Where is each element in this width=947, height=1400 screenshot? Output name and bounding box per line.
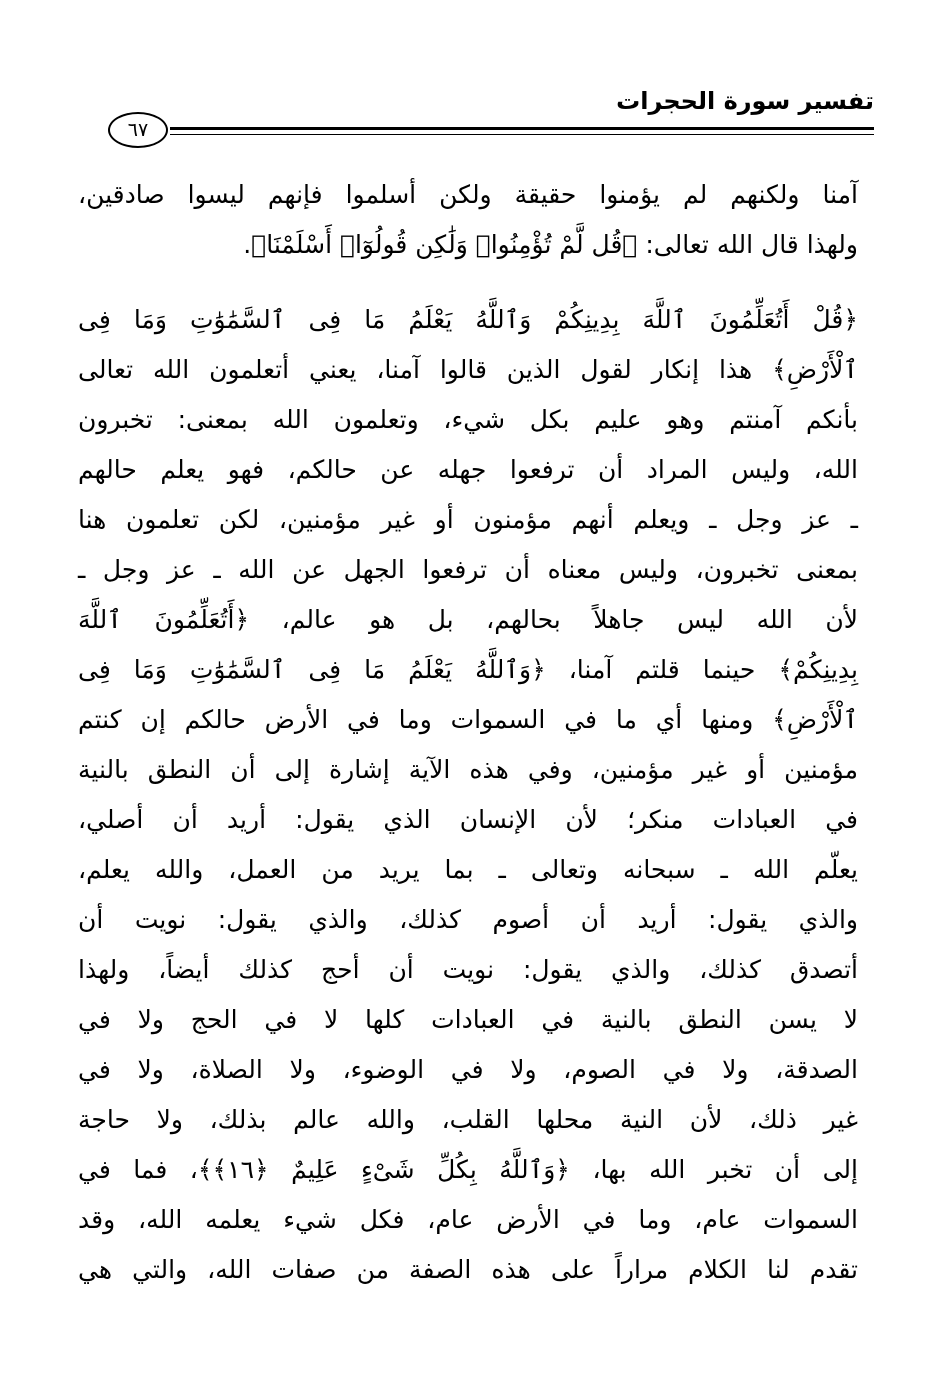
- header-rule-thin: [170, 134, 874, 135]
- text-line: ولهذا قال الله تعالى: ﴿قُل لَّمْ تُؤْمِنُوا۟ وَلَٰكِن قُولُوٓا۟ أَسْلَمْنَا﴾.: [243, 230, 858, 259]
- text-line: بِدِينِكُمْ﴾ حينما قلتم آمنا، ﴿وَٱللَّهُ يَعْلَمُ مَا فِى ٱلسَّمَٰوَٰتِ وَمَا فِى: [78, 655, 858, 684]
- text-line: السموات عام، وما في الأرض عام، فكل شيء يعلمه الله، وقد: [78, 1205, 858, 1234]
- text-line: لا يسن النطق بالنية في العبادات كلها لا في الحج ولا في: [78, 1005, 858, 1034]
- text-line: أتصدق كذلك، والذي يقول: نويت أن أحج كذلك أيضاً، ولهذا: [78, 955, 858, 984]
- running-title: تفسير سورة الحجرات: [616, 87, 874, 115]
- page-header: [108, 82, 874, 152]
- text-line: إلى أن تخبر الله بها، ﴿وَٱللَّهُ بِكُلِّ شَىْءٍ عَلِيمٌ ﴿١٦﴾﴾، فما في: [78, 1155, 858, 1184]
- text-line: الصدقة، ولا في الصوم، ولا في الوضوء، ولا الصلاة، ولا في: [78, 1055, 858, 1084]
- text-line: والذي يقول: أريد أن أصوم كذلك، والذي يقول: نويت أن: [78, 905, 858, 934]
- text-line: في العبادات منكر؛ لأن الإنسان الذي يقول: أريد أن أصلي،: [78, 805, 858, 834]
- text-line: ٱلْأَرْضِ﴾ هذا إنكار لقول الذين قالوا آمنا، يعني أتعلمون الله تعالى: [78, 355, 858, 384]
- text-line: بمعنى تخبرون، وليس معناه أن ترفعوا الجهل عن الله ـ عز وجل ـ: [78, 555, 858, 584]
- text-line: آمنا ولكنهم لم يؤمنوا حقيقة ولكن أسلموا فإنهم ليسوا صادقين،: [78, 180, 858, 209]
- text-line: تقدم لنا الكلام مراراً على هذه الصفة من صفات الله، والتي هي: [78, 1255, 858, 1284]
- paragraph-gap: [78, 270, 858, 295]
- text-line: بأنكم آمنتم وهو عليم بكل شيء، وتعلمون الله بمعنى: تخبرون: [78, 405, 858, 434]
- body-text: [78, 170, 858, 1295]
- text-line: يعلّم الله ـ سبحانه وتعالى ـ بما يريد من العمل، والله يعلم،: [78, 855, 858, 884]
- text-line: لأن الله ليس جاهلاً بحالهم، بل هو عالم، ﴿أَتُعَلِّمُونَ ٱللَّهَ: [78, 605, 858, 634]
- text-line: ـ عز وجل ـ ويعلم أنهم مؤمنون أو غير مؤمنين، لكن تعلمون هنا: [78, 505, 858, 534]
- text-line: ٱلْأَرْضِ﴾ ومنها أي ما في السموات وما في الأرض حالكم إن كنتم: [78, 705, 858, 734]
- text-line: ﴿قُلْ أَتُعَلِّمُونَ ٱللَّهَ بِدِينِكُمْ وَٱللَّهُ يَعْلَمُ مَا فِى ٱلسَّمَٰوَٰتِ وَمَا فِى: [78, 305, 858, 334]
- text-line: مؤمنين أو غير مؤمنين، وفي هذه الآية إشارة إلى أن النطق بالنية: [78, 755, 858, 784]
- text-line: الله، وليس المراد أن ترفعوا جهله عن حالكم، فهو يعلم حالهم: [78, 455, 858, 484]
- header-rule: [170, 127, 874, 130]
- text-line: غير ذلك، لأن النية محلها القلب، والله عالم بذلك، ولا حاجة: [78, 1105, 858, 1134]
- page-number: ٦٧: [108, 112, 168, 148]
